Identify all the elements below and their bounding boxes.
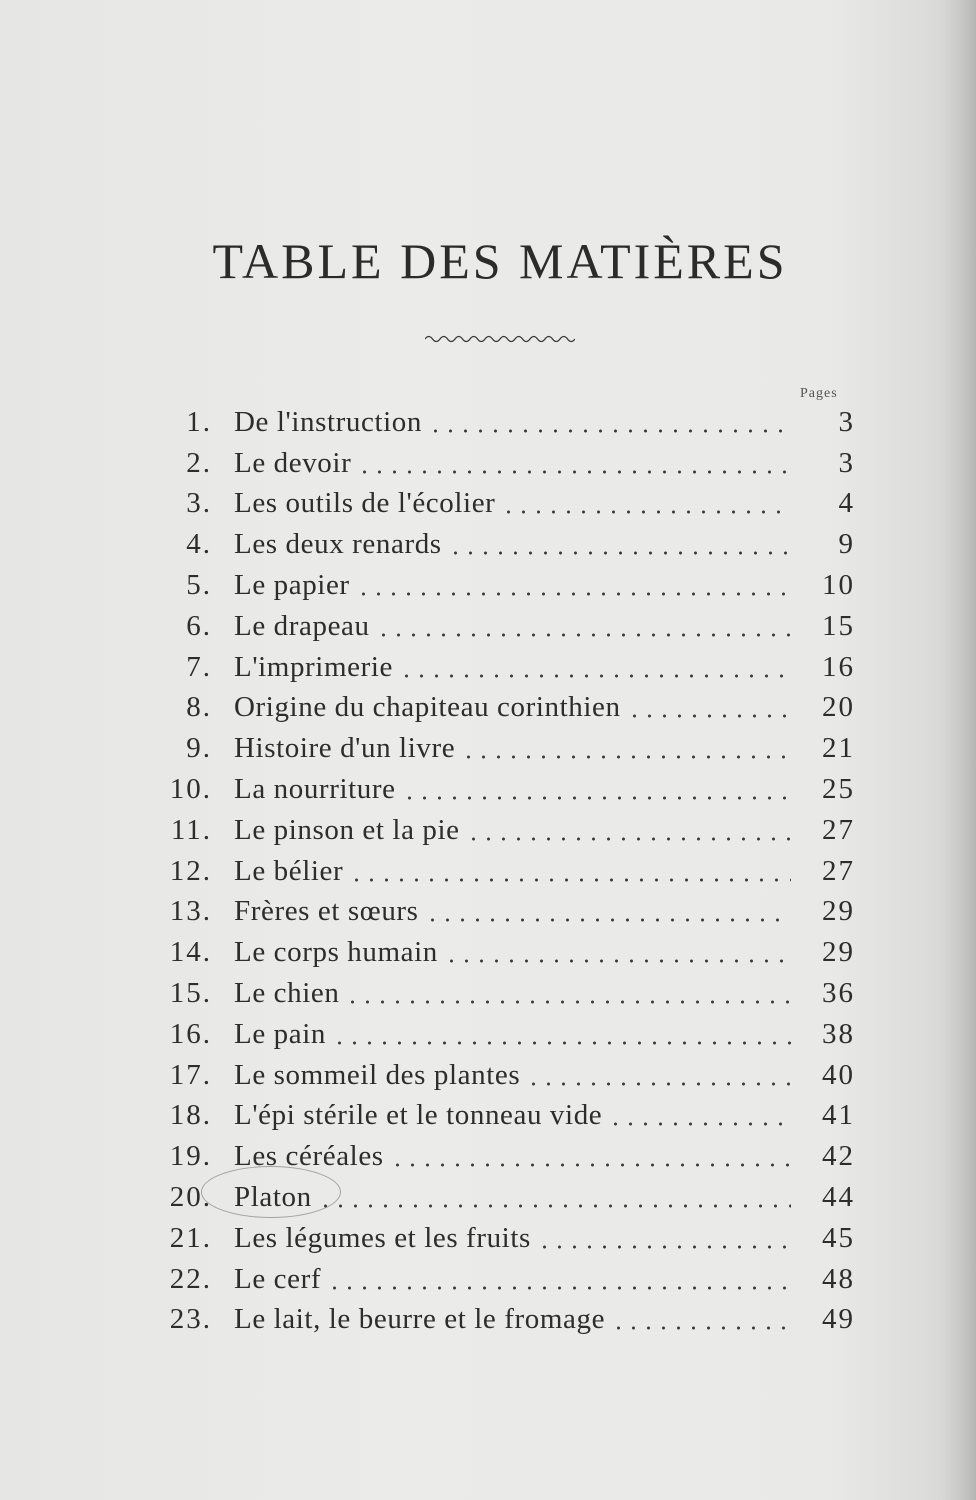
toc-entry-number: 3. — [186, 487, 212, 520]
toc-entry-page: 29 — [822, 895, 855, 928]
toc-entry-page: 15 — [822, 609, 855, 642]
toc-entry-title: Frères et sœurs — [234, 895, 419, 928]
toc-entry-number: 6. — [186, 609, 212, 642]
toc-entry — [150, 728, 855, 769]
dot-leader — [461, 740, 791, 760]
toc-entry — [150, 1014, 855, 1055]
toc-entry-title: Platon — [234, 1181, 312, 1214]
toc-entry — [150, 1096, 855, 1137]
toc-entry — [150, 892, 855, 933]
toc-entry-title: Les deux renards — [234, 528, 442, 561]
toc-entry-page: 21 — [822, 732, 855, 765]
toc-entry — [150, 932, 855, 973]
page-edge-shadow — [942, 0, 976, 1500]
toc-entry-page: 20 — [822, 691, 855, 724]
dot-leader — [332, 1026, 791, 1046]
toc-entry-title: Le cerf — [234, 1262, 322, 1295]
dot-leader — [349, 863, 791, 883]
toc-entry-page: 45 — [822, 1221, 855, 1254]
toc-entry-title: L'épi stérile et le tonneau vide — [234, 1099, 603, 1132]
toc-entry-title: Le pain — [234, 1017, 326, 1050]
toc-entry-page: 9 — [838, 528, 855, 561]
toc-entry-page: 38 — [822, 1017, 855, 1050]
toc-entry-page: 41 — [822, 1099, 855, 1132]
dot-leader — [356, 577, 791, 597]
toc-entry-page: 48 — [822, 1262, 855, 1295]
dot-leader — [399, 659, 791, 679]
toc-entry-number: 21. — [169, 1221, 212, 1254]
toc-entry-title: Le lait, le beurre et le fromage — [234, 1303, 606, 1336]
dot-leader — [428, 414, 791, 434]
toc-entry-number: 2. — [186, 446, 212, 479]
toc-entry — [150, 1218, 855, 1259]
toc-entry-page: 42 — [822, 1140, 855, 1173]
toc-entry-number: 9. — [186, 732, 212, 765]
toc-entry-page: 29 — [822, 936, 855, 969]
toc-entry-number: 10. — [169, 773, 212, 806]
toc-entry — [150, 606, 855, 647]
toc-entry-title: Origine du chapiteau corinthien — [234, 691, 621, 724]
toc-entry-title: Le sommeil des plantes — [234, 1058, 521, 1091]
toc-entry-number: 16. — [169, 1017, 212, 1050]
dot-leader — [402, 781, 791, 801]
dot-leader — [376, 618, 791, 638]
toc-entry — [150, 851, 855, 892]
toc-entry — [150, 1055, 855, 1096]
toc-entry — [150, 769, 855, 810]
dot-leader — [526, 1067, 791, 1087]
pencil-circle-mark — [201, 1166, 341, 1218]
toc-entry — [150, 647, 855, 688]
pages-column-header: Pages — [800, 386, 838, 401]
dot-leader — [345, 985, 791, 1005]
toc-entry-page: 27 — [822, 813, 855, 846]
toc-entry-number: 17. — [169, 1058, 212, 1091]
toc-entry-number: 12. — [169, 854, 212, 887]
toc-entry-title: Les céréales — [234, 1140, 384, 1173]
toc-entry-title: La nourriture — [234, 773, 396, 806]
toc-entry-title: Histoire d'un livre — [234, 732, 456, 765]
toc-entry-number: 15. — [169, 977, 212, 1010]
toc-entry-number: 5. — [186, 569, 212, 602]
toc-entry-page: 4 — [838, 487, 855, 520]
toc-entry-title: Le devoir — [234, 446, 352, 479]
dot-leader — [537, 1230, 791, 1250]
toc-entry-title: Le drapeau — [234, 609, 370, 642]
toc-entry-title: Le chien — [234, 977, 340, 1010]
toc-entry — [150, 484, 855, 525]
toc-entry-page: 40 — [822, 1058, 855, 1091]
dot-leader — [425, 903, 791, 923]
wavy-ornament-divider — [425, 332, 575, 346]
toc-entry-title: De l'instruction — [234, 405, 422, 438]
toc-entry-number: 14. — [169, 936, 212, 969]
toc-entry-number: 1. — [186, 405, 212, 438]
toc-entry-number: 7. — [186, 650, 212, 683]
toc-entry — [150, 565, 855, 606]
toc-entry-page: 36 — [822, 977, 855, 1010]
toc-entry — [150, 810, 855, 851]
toc-entry-number: 22. — [169, 1262, 212, 1295]
toc-entry-number: 19. — [169, 1140, 212, 1173]
toc-entry-number: 23. — [169, 1303, 212, 1336]
toc-entry — [150, 1300, 855, 1341]
toc-entry-page: 3 — [838, 405, 855, 438]
toc-entry-number: 18. — [169, 1099, 212, 1132]
toc-entry-title: L'imprimerie — [234, 650, 393, 683]
toc-entry-title: Les outils de l'écolier — [234, 487, 496, 520]
toc-entry-page: 3 — [838, 446, 855, 479]
toc-entry-page: 49 — [822, 1303, 855, 1336]
dot-leader — [390, 1148, 791, 1168]
toc-entry-page: 25 — [822, 773, 855, 806]
toc-entry-title: Les légumes et les fruits — [234, 1221, 531, 1254]
dot-leader — [501, 495, 791, 515]
toc-entry-title: Le bélier — [234, 854, 344, 887]
toc-entry — [150, 973, 855, 1014]
dot-leader — [318, 1189, 791, 1209]
toc-entry-number: 4. — [186, 528, 212, 561]
dot-leader — [444, 944, 791, 964]
toc-entry-page: 44 — [822, 1181, 855, 1214]
toc-entry — [150, 524, 855, 565]
toc-entry-number: 20. — [169, 1181, 212, 1214]
toc-entry-number: 13. — [169, 895, 212, 928]
dot-leader — [448, 536, 791, 556]
dot-leader — [466, 822, 791, 842]
toc-entry-title: Le papier — [234, 569, 350, 602]
page-title: TABLE DES MATIÈRES — [212, 233, 788, 289]
toc-entry — [150, 402, 855, 443]
dot-leader — [627, 699, 791, 719]
toc-entry-number: 11. — [170, 813, 212, 846]
toc-entry-page: 27 — [822, 854, 855, 887]
dot-leader — [611, 1311, 791, 1331]
toc-entry — [150, 443, 855, 484]
toc-entry-page: 10 — [822, 569, 855, 602]
toc-entry-title: Le corps humain — [234, 936, 438, 969]
toc-entry-title: Le pinson et la pie — [234, 813, 460, 846]
toc-entry-number: 8. — [186, 691, 212, 724]
dot-leader — [327, 1271, 791, 1291]
toc-entry — [150, 688, 855, 729]
toc-entry-page: 16 — [822, 650, 855, 683]
dot-leader — [608, 1107, 791, 1127]
dot-leader — [357, 455, 791, 475]
toc-entry — [150, 1259, 855, 1300]
